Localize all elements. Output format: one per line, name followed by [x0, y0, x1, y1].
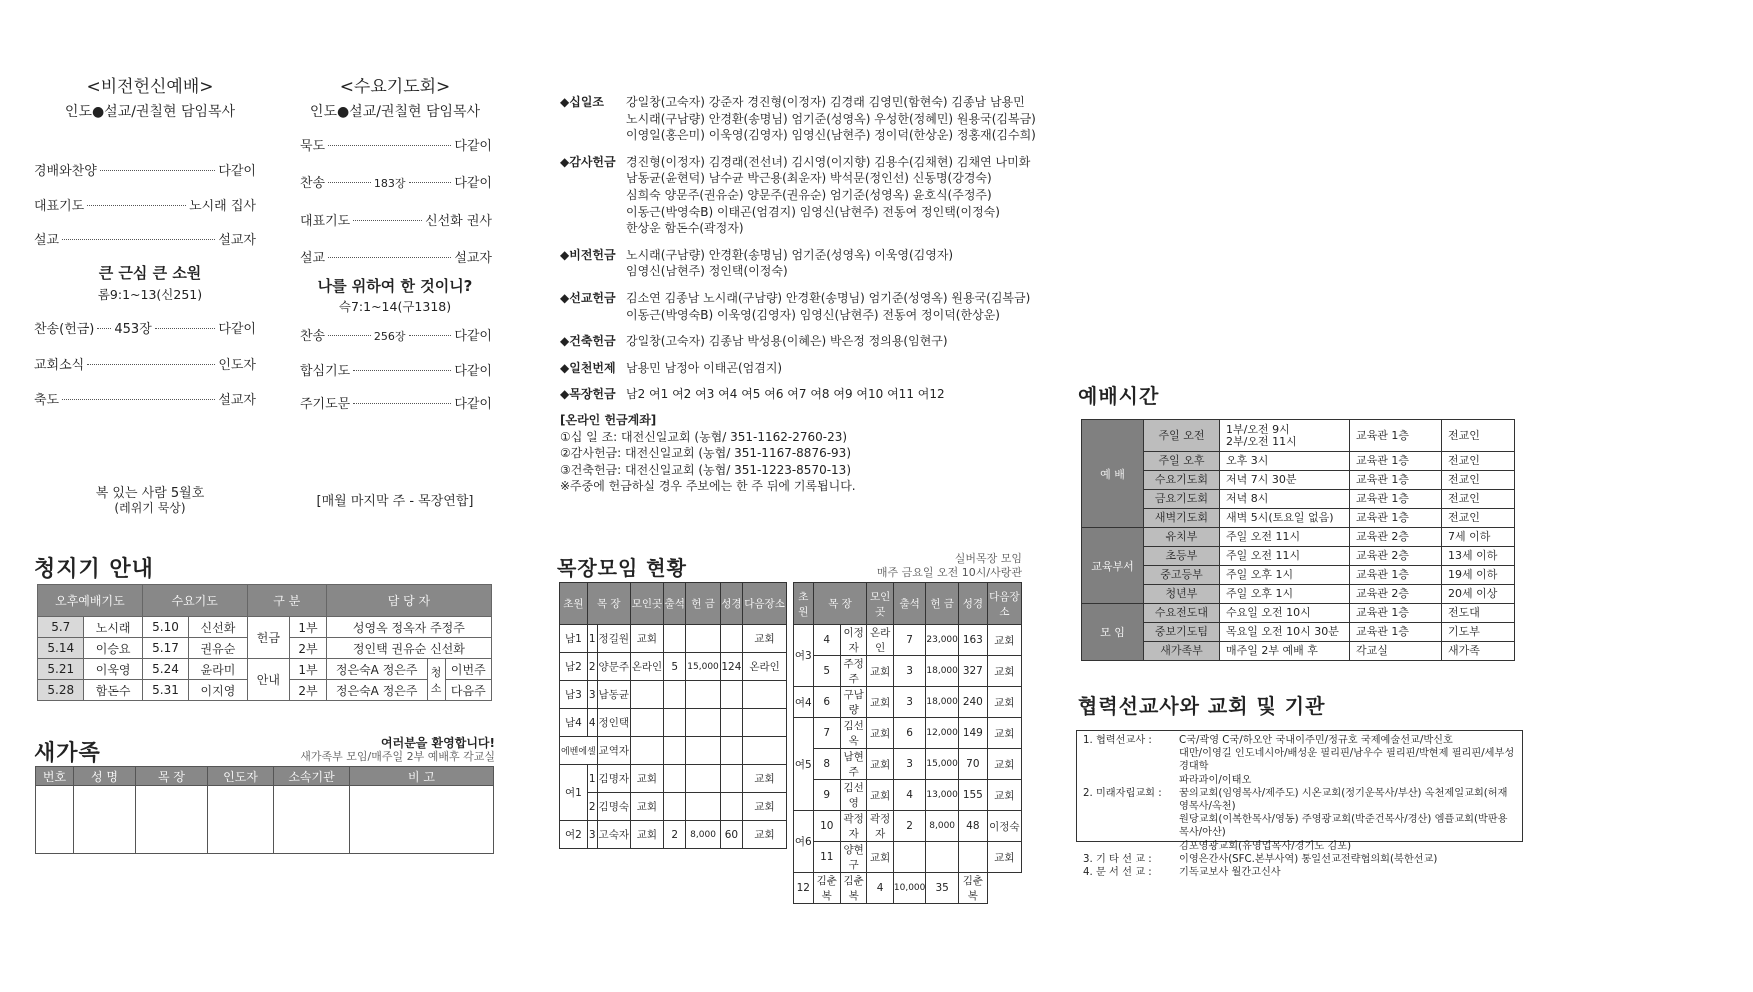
- mission-line: 1. 협력선교사 : C국/곽영 C국/하오안 국내이주민/정규호 국제예술선교/박신호: [1083, 735, 1453, 746]
- offering-group: [560, 94, 1040, 144]
- newfamily-title: 새가족: [34, 741, 101, 766]
- cell-note1: 실버목장 모임: [954, 552, 1022, 565]
- online-title: [온라인 헌금계좌]: [560, 413, 657, 427]
- mission-line: 김포영광교회(유영업목사/경기도 김포): [1179, 840, 1352, 852]
- table-row: 예 배 주일 오전 1부/오전 9시 2부/오전 11시 교육관 1층 전교인: [1082, 420, 1515, 452]
- offering-label: ◆일천번제: [560, 360, 616, 375]
- sunday-leader: 인도●설교/권칠현 담임목사: [64, 104, 236, 120]
- offering-names: 남용민 남정아 이태곤(엄겸지): [626, 360, 783, 375]
- offering-group: [560, 154, 1040, 237]
- table-row: 수요기도회 저녁 7시 30분 교육관 1층 전교인: [1082, 471, 1515, 490]
- offering-label: ◆목장헌금: [560, 387, 616, 402]
- mission-line: 3. 기 타 선 교 : 이영은간사(SFC.본부사역) 통일선교전략협의회(북한선교): [1083, 853, 1438, 865]
- welcome-text: 여러분을 환영합니다!: [381, 736, 495, 750]
- worship-table: [1081, 419, 1515, 661]
- cell-header: 성경: [720, 583, 742, 625]
- table-row: 모 임 수요전도대 수요일 오전 10시 교육관 1층 전도대: [1082, 604, 1515, 623]
- offering-names: 남2 여1 여2 여3 여4 여5 여6 여7 여8 여9 여10 여11 여12: [626, 387, 945, 402]
- table-row: 여6 10 곽정자 곽정자 2 8,000 48 이정숙: [794, 811, 1022, 842]
- steward-title: 청지기 안내: [34, 557, 154, 582]
- wed-title: <수요기도회>: [339, 77, 451, 97]
- offering-names: 이동근(박영숙B) 이욱영(김영자) 임영신(남현주) 전동여 정이덕(한상운): [626, 307, 1000, 322]
- cell-header: 성경: [958, 583, 987, 625]
- table-row: 8 남현주 교회 3 15,000 70 교회: [794, 749, 1022, 780]
- wed-leader: 인도●설교/권칠현 담임목사: [309, 104, 481, 120]
- online-line: ①십 일 조: 대전신일교회 (농협/ 351-1162-2760-23): [560, 429, 848, 444]
- online-line: ③건축헌금: 대전신일교회 (농협/ 351-1223-8570-13): [560, 462, 851, 477]
- table-row: 5 주정주 교회 3 18,000 327 교회: [794, 656, 1022, 687]
- table-row: 금요기도회 저녁 8시 교육관 1층 전교인: [1082, 490, 1515, 509]
- table-row: 여3 4 이정자 온라인 7 23,000 163 교회: [794, 625, 1022, 656]
- offering-names: 한상운 함돈수(곽정자): [626, 221, 744, 236]
- cell-header: 모인곳: [867, 583, 894, 625]
- cell-header: 다음장소: [987, 583, 1021, 625]
- offering-group: [560, 290, 1040, 323]
- newfamily-table: 번호 성 명 목 장 인도자 소속기관 비 고: [35, 766, 494, 854]
- offering-names: 이영일(홍은미) 이욱영(김영자) 임영신(남현주) 정이덕(한상운) 정홍재(김수희): [626, 128, 1036, 143]
- table-row: 2 김명숙 교회 교회: [560, 793, 787, 821]
- table-row: 청년부 주일 오후 1시 교육관 2층 20세 이상: [1082, 585, 1515, 604]
- offering-names: 노시래(구남량) 안경환(송명님) 엄기준(성영옥) 우성한(정혜민) 원용국(김복금): [626, 111, 1036, 126]
- cell-header: 출석: [663, 583, 685, 625]
- cell-title: 목장모임 현황: [557, 556, 687, 580]
- cell-header: 초원: [794, 583, 814, 625]
- cell-header: 목 장: [587, 583, 630, 625]
- table-row: 남2 2 양문주 온라인 5 15,000 124 온라인: [560, 653, 787, 681]
- order-row: 설교 설교자: [34, 233, 256, 248]
- order-row: 묵도 다같이: [300, 139, 492, 154]
- sermon-title: 큰 근심 큰 소원: [98, 264, 202, 282]
- offering-names: 남동균(윤현덕) 남수균 박근용(최운자) 박석문(정인선) 신동명(강경숙): [626, 171, 992, 186]
- mission-line: 대만/이영길 인도네시아/배성운 필리핀/남우수 필리핀/박현제 필리핀/세부성경대학: [1179, 748, 1515, 773]
- table-row: 새벽기도회 새벽 5시(토요일 없음) 교육관 1층 전교인: [1082, 509, 1515, 528]
- order-row: 설교 설교자: [300, 251, 492, 266]
- cell-header: 초원: [560, 583, 588, 625]
- devotional-note: 복 있는 사람 5월호: [95, 486, 205, 501]
- order-row: 합심기도 다같이: [300, 364, 492, 379]
- cell-header: 모인곳: [630, 583, 663, 625]
- table-row: 남4 4 정인택: [560, 709, 787, 737]
- offering-label: ◆십일조: [560, 95, 605, 109]
- offering-names: 경진형(이정자) 김경래(전선녀) 김시영(이지향) 김용수(김채현) 김채연 나미화: [626, 154, 1031, 169]
- order-row: 찬송 256장 다같이: [300, 329, 492, 344]
- offering-group: [560, 247, 1040, 280]
- order-row: 찬송 183장 다같이: [300, 176, 492, 191]
- order-row: 대표기도 노시래 집사: [34, 199, 256, 214]
- offering-names: 임영신(남현주) 정인택(이정숙): [626, 264, 788, 279]
- mission-line: 원당교회(이복한목사/영동) 주영광교회(박준건목사/경산) 엠플교회(박판용목사/아산): [1179, 814, 1508, 839]
- newfamily-sub: 새가족부 모임/매주일 2부 예배후 각교실: [300, 750, 495, 763]
- table-row: 교육부서 유치부 주일 오전 11시 교육관 2층 7세 이하: [1082, 528, 1515, 547]
- cell-header: 출석: [893, 583, 926, 625]
- offering-names: 이동근(박영숙B) 이태곤(엄겸지) 임영신(남현주) 전동여 정인택(이정숙): [626, 204, 1000, 219]
- offering-names: 강일창(고숙자) 강준자 경진형(이정자) 김경래 김영민(함현숙) 김종남 남용민: [626, 95, 1025, 109]
- offerings-list: [560, 94, 1040, 403]
- steward-table: 오후예배기도 수요기도 구 분 담 당 자 5.7 노시래 5.10 신선화 헌금 1부 성영옥 정옥자 주정주 5.14 이승요 5.17 권유순 2부 정인택 권유순 신선화 5.21 이욱영 5.24 윤라미 안내 1부 정은숙A 정은주 청소 이번주 5.28 함돈수 5.31 이지영 2부 정은숙A 정은주 다음주: [37, 584, 492, 701]
- online-line: ②감사헌금: 대전신일교회 (농협/ 351-1167-8876-93): [560, 446, 851, 461]
- table-row: 여5 7 김선옥 교회 6 12,000 149 교회: [794, 718, 1022, 749]
- offering-names: 심희숙 양문주(권유순) 양문주(권유순) 엄기준(성영옥) 윤호식(주정주): [626, 187, 992, 202]
- offering-names: 강일창(고숙자) 김종남 박성용(이혜은) 박은정 정의용(임현구): [626, 334, 948, 349]
- offering-names: 김소연 김종남 노시래(구남량) 안경환(송명님) 엄기준(성영옥) 원용국(김복금): [626, 290, 1031, 305]
- sermon-ref: 롬9:1~13(신251): [97, 287, 203, 302]
- offering-label: ◆비전헌금: [560, 247, 616, 262]
- order-row: 경배와찬양 다같이: [34, 164, 256, 179]
- table-row: 9 김선영 교회 4 13,000 155 교회: [794, 780, 1022, 811]
- offering-group: [560, 386, 1040, 403]
- missions-title: 협력선교사와 교회 및 기관: [1078, 694, 1326, 718]
- table-row: 중고등부 주일 오후 1시 교육관 1층 19세 이하: [1082, 566, 1515, 585]
- sunday-title: <비전헌신예배>: [86, 77, 214, 97]
- missions-box: [1076, 730, 1523, 879]
- table-row: 새가족부 매주일 2부 예배 후 각교실 새가족: [1082, 642, 1515, 661]
- worship-title: 예배시간: [1078, 384, 1160, 408]
- table-row: 주일 오후 오후 3시 교육관 1층 전교인: [1082, 452, 1515, 471]
- table-row: 초등부 주일 오전 11시 교육관 2층 13세 이하: [1082, 547, 1515, 566]
- online-accounts: [560, 412, 1030, 495]
- offering-names: 노시래(구남량) 안경환(송명님) 엄기준(성영옥) 이욱영(김영자): [626, 247, 954, 262]
- offering-label: ◆선교헌금: [560, 290, 616, 305]
- mission-line: 2. 미래자립교회 : 꿈의교회(임영목사/제주도) 시온교회(정기운목사/부산) 옥천제일교회(허재영목사/옥천): [1083, 787, 1508, 813]
- table-row: 11 양현구 교회 교회: [794, 842, 1022, 873]
- cell-header: 다음장소: [743, 583, 787, 625]
- worship-group: 예 배: [1082, 420, 1144, 528]
- wed-note: [매월 마지막 주 - 목장연합]: [316, 494, 474, 509]
- table-row: 중보기도팀 목요일 오전 10시 30분 교육관 1층 기도부: [1082, 623, 1515, 642]
- mission-line: 파라과이/이태오: [1179, 774, 1252, 786]
- cell-header: 목 장: [813, 583, 867, 625]
- cell-header: 헌 금: [686, 583, 720, 625]
- offering-label: ◆건축헌금: [560, 334, 616, 349]
- wed-sermon-title: 나를 위하여 한 것이니?: [317, 277, 473, 295]
- cell-header: 헌 금: [926, 583, 959, 625]
- mission-line: 4. 문 서 선 교 : 기독교보사 월간고신사: [1083, 867, 1281, 879]
- table-row: 남3 3 남동균: [560, 681, 787, 709]
- cell-table-right: [793, 582, 1022, 904]
- worship-group: 모 임: [1082, 604, 1144, 661]
- devotional-sub: (레위기 묵상): [114, 501, 186, 515]
- order-row: 찬송(헌금) 453장 다같이: [34, 322, 256, 337]
- online-line: ※주중에 헌금하실 경우 주보에는 한 주 뒤에 기록됩니다.: [560, 479, 856, 494]
- table-row: 12 김춘복 김춘복 4 10,000 35 김춘복: [794, 873, 1022, 904]
- order-row: 교회소식 인도자: [34, 358, 256, 373]
- offering-group: [560, 333, 1040, 350]
- table-row: 여1 1 김명자 교회 교회: [560, 765, 787, 793]
- order-row: 대표기도 신선화 권사: [300, 214, 492, 229]
- cell-note2: 매주 금요일 오전 10시/사랑관: [876, 566, 1022, 579]
- worship-group: 교육부서: [1082, 528, 1144, 604]
- order-row: 주기도문 다같이: [300, 397, 492, 412]
- wed-sermon-ref: 슥7:1~14(구1318): [338, 299, 452, 314]
- table-row: 에벤에셀 교역자: [560, 737, 787, 765]
- offering-label: ◆감사헌금: [560, 154, 616, 169]
- cell-table-left: [559, 582, 787, 849]
- table-row: 남1 1 정길원 교회 교회: [560, 625, 787, 653]
- table-row: 여4 6 구남량 교회 3 18,000 240 교회: [794, 687, 1022, 718]
- table-row: 여2 3 고숙자 교회 2 8,000 60 교회: [560, 821, 787, 849]
- offering-group: [560, 360, 1040, 377]
- order-row: 축도 설교자: [34, 393, 256, 408]
